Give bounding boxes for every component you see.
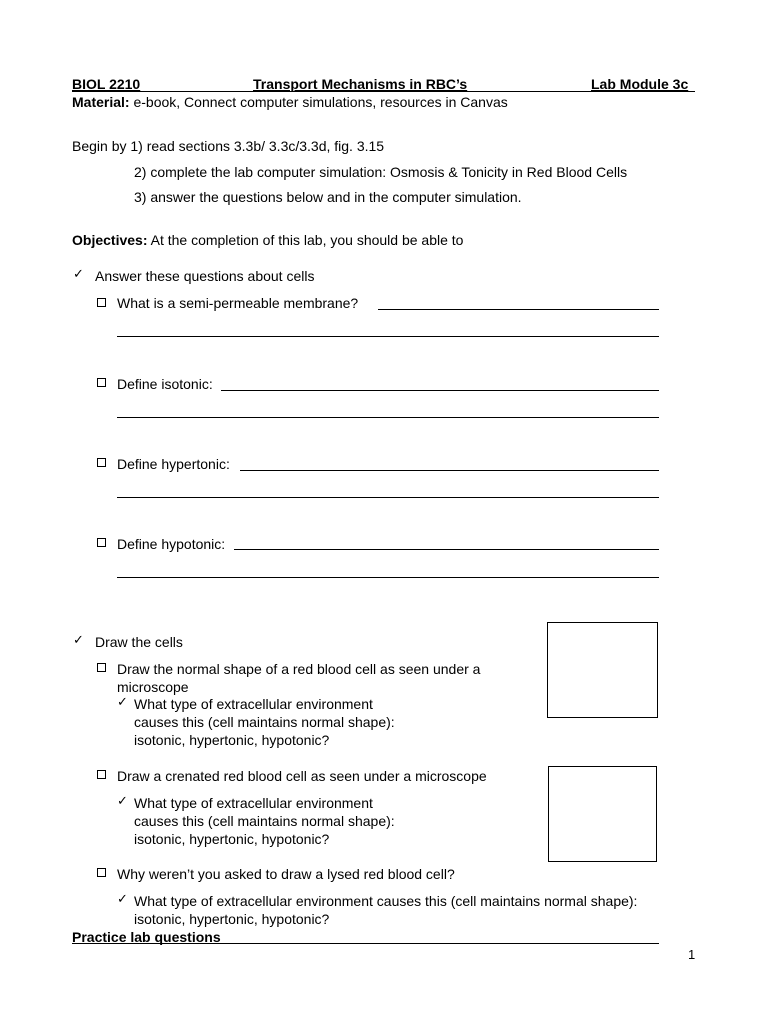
sub-question-crenated-line1: What type of extracellular environment xyxy=(134,795,373,811)
document-title: Transport Mechanisms in RBC’s xyxy=(253,76,468,92)
practice-heading: Practice lab questions xyxy=(72,929,221,945)
item-lysed-question: Why weren’t you asked to draw a lysed red blood cell? xyxy=(117,866,455,882)
sub-question-normal-line2: causes this (cell maintains normal shape): xyxy=(134,714,395,730)
checkmark-icon: ✓ xyxy=(73,633,84,648)
sub-question-crenated-line3: isotonic, hypertonic, hypotonic? xyxy=(134,831,330,847)
checkbox-hypotonic[interactable] xyxy=(97,538,106,547)
page-number: 1 xyxy=(688,947,696,962)
begin-step-1: Begin by 1) read sections 3.3b/ 3.3c/3.3d, fig. 3.15 xyxy=(72,138,385,154)
sub-question-lysed-line1: What type of extracellular environment causes this (cell maintains normal shape): xyxy=(134,893,638,909)
checkmark-icon: ✓ xyxy=(117,695,128,710)
material-line xyxy=(72,95,508,109)
question-isotonic: Define isotonic: xyxy=(117,376,213,392)
checkbox-draw-crenated[interactable] xyxy=(97,770,106,779)
sub-question-lysed-line2: isotonic, hypertonic, hypotonic? xyxy=(134,911,330,927)
sub-question-normal-line3: isotonic, hypertonic, hypotonic? xyxy=(134,732,330,748)
objectives-label: Objectives: xyxy=(72,232,148,248)
header-underline xyxy=(72,91,695,92)
checkbox-draw-normal[interactable] xyxy=(97,663,106,672)
begin-step-2: 2) complete the lab computer simulation: Osmosis & Tonicity in Red Blood Cells xyxy=(134,164,628,180)
material-text: e-book, Connect computer simulations, resources in Canvas xyxy=(129,94,508,110)
question-hypertonic: Define hypertonic: xyxy=(117,456,230,472)
checkmark-icon: ✓ xyxy=(73,267,84,282)
question-hypotonic: Define hypotonic: xyxy=(117,536,226,552)
answer-line-hypotonic-2[interactable] xyxy=(117,577,659,578)
checkbox-hypertonic[interactable] xyxy=(97,458,106,467)
answer-line-isotonic-2[interactable] xyxy=(117,417,659,418)
item-draw-normal-line1: Draw the normal shape of a red blood cell as seen under a xyxy=(117,661,481,677)
sub-question-crenated-line2: causes this (cell maintains normal shape): xyxy=(134,813,395,829)
item-draw-normal-line2: microscope xyxy=(117,679,189,695)
objectives-text: At the completion of this lab, you should be able to xyxy=(147,232,464,248)
drawing-box-normal-rbc[interactable] xyxy=(547,622,658,718)
checkbox-isotonic[interactable] xyxy=(97,378,106,387)
sub-question-normal-line1: What type of extracellular environment xyxy=(134,696,373,712)
course-code: BIOL 2210 xyxy=(72,76,141,92)
begin-step-3: 3) answer the questions below and in the computer simulation. xyxy=(134,189,522,205)
drawing-box-crenated-rbc[interactable] xyxy=(548,766,657,862)
checkmark-icon: ✓ xyxy=(117,892,128,907)
answer-line-semi-permeable-2[interactable] xyxy=(117,336,659,337)
answer-line-hypertonic-2[interactable] xyxy=(117,497,659,498)
question-semi-permeable: What is a semi-permeable membrane? xyxy=(117,295,359,311)
answer-line-hypotonic-1[interactable] xyxy=(234,549,659,550)
section-answer-questions-title: Answer these questions about cells xyxy=(95,268,315,284)
answer-line-semi-permeable-1[interactable] xyxy=(378,309,659,310)
answer-line-hypertonic-1[interactable] xyxy=(240,470,659,471)
practice-heading-underline xyxy=(72,943,659,944)
item-draw-crenated: Draw a crenated red blood cell as seen under a microscope xyxy=(117,768,487,784)
material-label: Material: xyxy=(72,94,130,110)
answer-line-isotonic-1[interactable] xyxy=(221,390,659,391)
module-label: Lab Module 3c xyxy=(591,76,689,92)
checkmark-icon: ✓ xyxy=(117,794,128,809)
objectives-line xyxy=(72,233,463,247)
section-draw-cells-title: Draw the cells xyxy=(95,634,183,650)
checkbox-lysed[interactable] xyxy=(97,868,106,877)
checkbox-semi-permeable[interactable] xyxy=(97,298,106,307)
